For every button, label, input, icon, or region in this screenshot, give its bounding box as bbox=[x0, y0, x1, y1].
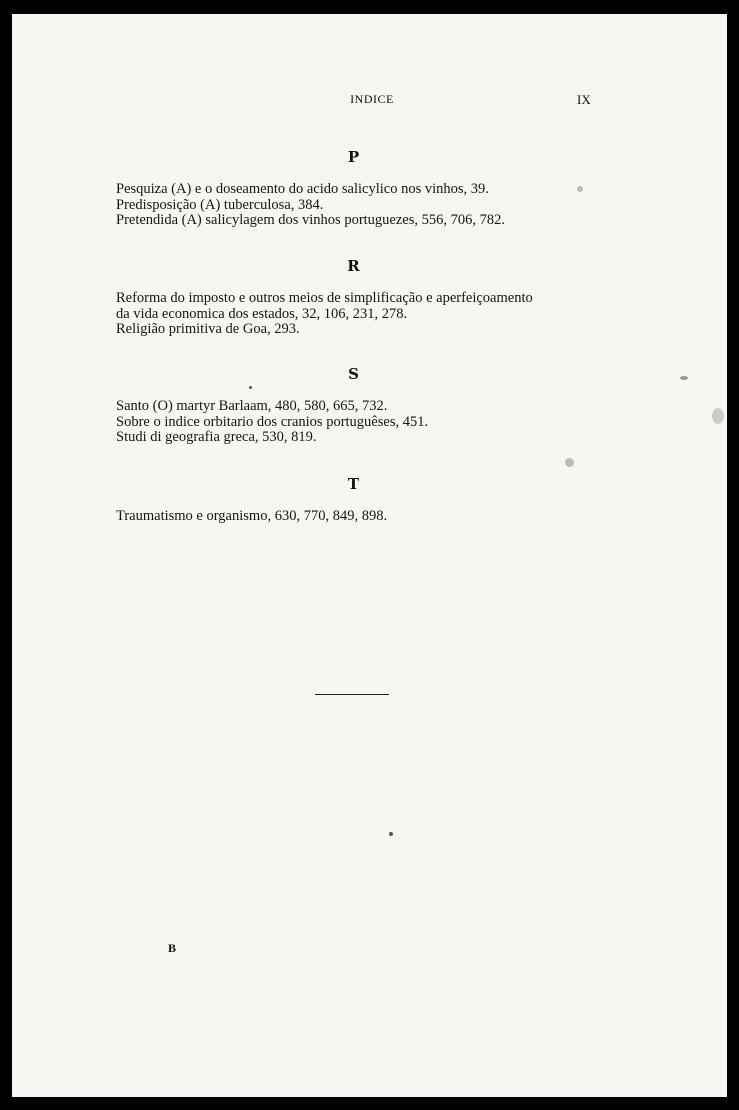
print-speck bbox=[577, 186, 583, 192]
section-s-entries bbox=[116, 399, 616, 446]
index-entry: Santo (O) martyr Barlaam, 480, 580, 665, 732. bbox=[116, 398, 388, 414]
index-entry-continuation: da vida economica dos estados, 32, 106, 231, 278. bbox=[116, 305, 408, 322]
section-r-entries bbox=[116, 291, 616, 338]
index-entry: Sobre o indice orbitario dos cranios portuguêses, 451. bbox=[116, 413, 429, 430]
page-number: IX bbox=[577, 92, 591, 107]
section-letter-t: T bbox=[347, 475, 361, 493]
print-speck bbox=[712, 408, 724, 424]
print-speck bbox=[249, 386, 252, 389]
index-entry: Religião primitiva de Goa, 293. bbox=[116, 321, 300, 337]
print-speck bbox=[680, 376, 688, 380]
page-sheet bbox=[12, 14, 727, 1097]
index-entry: Predisposição (A) tuberculosa, 384. bbox=[116, 196, 324, 213]
index-entry: Pesquiza (A) e o doseamento do acido salicylico nos vinhos, 39. bbox=[116, 181, 489, 197]
section-p-entries bbox=[116, 182, 616, 229]
print-speck bbox=[389, 832, 393, 836]
index-entry: Reforma do imposto e outros meios de simplificação e aperfeiçoamento bbox=[116, 290, 533, 306]
section-letter-s: S bbox=[348, 365, 360, 383]
end-rule-divider bbox=[315, 694, 389, 695]
section-t-entries bbox=[116, 509, 616, 525]
index-entry: Studi di geografia greca, 530, 819. bbox=[116, 429, 317, 445]
running-header-title: INDICE bbox=[350, 92, 394, 106]
signature-mark: B bbox=[168, 941, 177, 955]
section-letter-p: P bbox=[347, 148, 361, 166]
section-letter-r: R bbox=[347, 257, 361, 275]
index-entry: Traumatismo e organismo, 630, 770, 849, 898. bbox=[116, 508, 388, 524]
index-entry: Pretendida (A) salicylagem dos vinhos portuguezes, 556, 706, 782. bbox=[116, 212, 506, 228]
print-speck bbox=[565, 458, 574, 467]
